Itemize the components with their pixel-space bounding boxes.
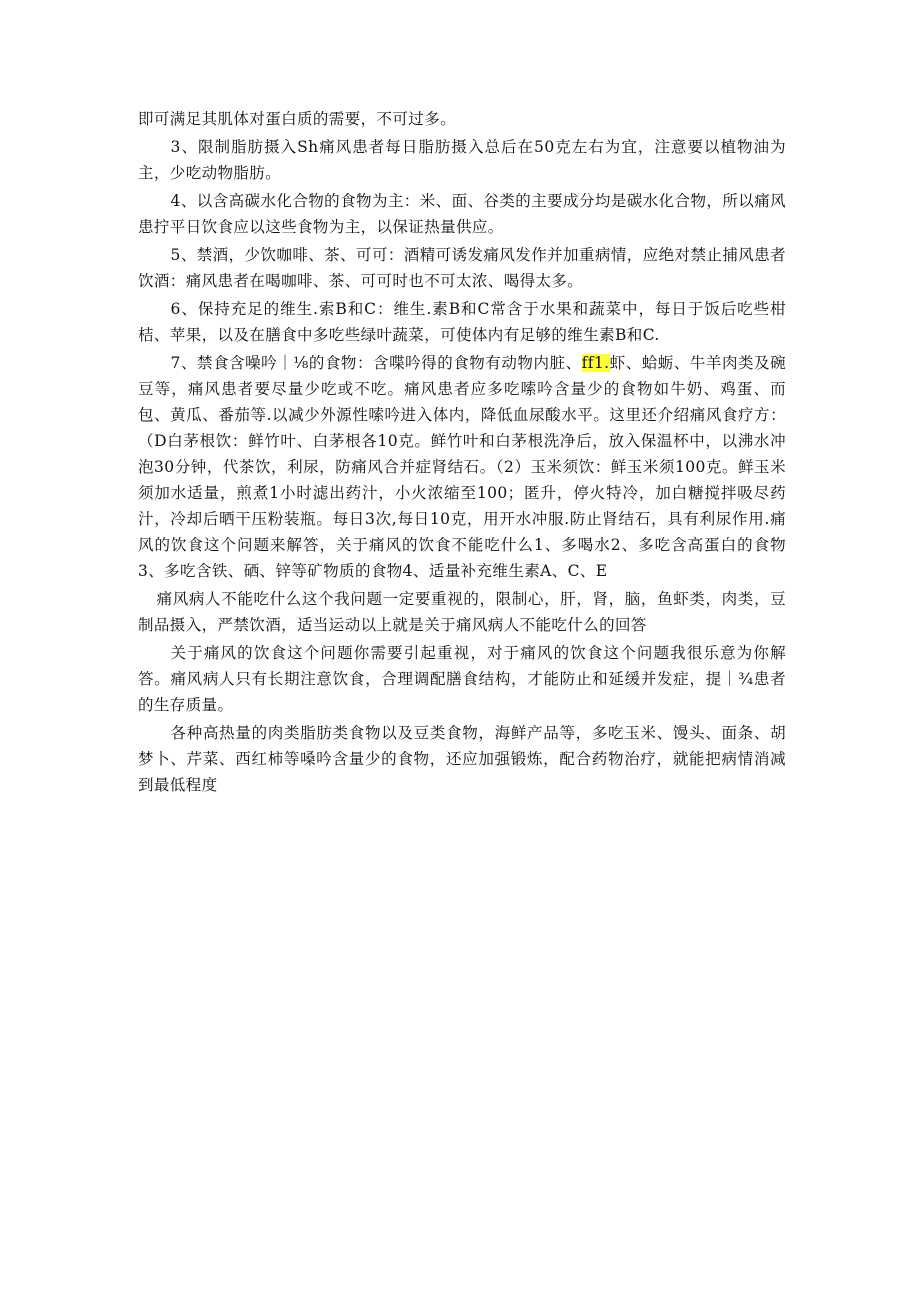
paragraph bbox=[138, 134, 786, 186]
document-body bbox=[138, 106, 786, 800]
paragraph bbox=[138, 586, 786, 638]
paragraph-text: 6、保持充足的维生.索B和C：维生.素B和C常含于水果和蔬菜中，每日于饭后吃些柑桔、苹果，以及在膳食中多吃些绿叶蔬菜，可使体内有足够的维生素B和C. bbox=[138, 300, 786, 344]
paragraph-text: 各种高热量的肉类脂肪类食物以及豆类食物，海鲜产品等，多吃玉米、馒头、面条、胡梦卜、芹菜、西红柿等嗓吟含量少的食物，还应加强锻炼，配合药物治疗，就能把病情消减到最低程度 bbox=[138, 724, 786, 794]
paragraph-text: 虾、蛤蛎、牛羊肉类及碗豆等，痛风患者要尽量少吃或不吃。痛风患者应多吃嗦吟含量少的食物如牛奶、鸡蛋、而包、黄瓜、番茄等.以减少外源性嗦吟进入体内，降低血尿酸水平。这里还介绍痛风食疗方：（D白茅根饮：鲜竹叶、白茅根各10克。鲜竹叶和白茅根洗净后，放入保温杯中，以沸水冲泡30分钟，代茶饮，利尿，防痛风合并症肾结石。（2）玉米须饮：鲜玉米须100克。鲜玉米须加水适量，煎煮1小时滤出药汁，小火浓缩至100；匿升，停火特冷，加白糖搅拌吸尽药汁，冷却后晒干压粉装瓶。每日3次,每日10克，用开水冲服.防止肾结石，具有利尿作用.痛风的饮食这个问题来解答，关于痛风的饮食不能吃什么1、多喝水2、多吃含高蛋白的食物3、多吃含铁、硒、锌等矿物质的食物4、适量补充维生素A、C、E bbox=[138, 354, 786, 580]
paragraph-text: 3、限制脂肪摄入Sh痛风患者每日脂肪摄入总后在50克左右为宜，注意要以植物油为主，少吃动物脂肪。 bbox=[138, 138, 786, 182]
paragraph bbox=[138, 296, 786, 348]
paragraph-text: 5、禁酒，少饮咖啡、茶、可可：酒精可诱发痛风发作并加重病情，应绝对禁止捕风患者饮酒：痛风患者在喝咖啡、茶、可可时也不可太浓、喝得太多。 bbox=[138, 246, 786, 290]
paragraph-text: 关于痛风的饮食这个问题你需要引起重视，对于痛风的饮食这个问题我很乐意为你解答。痛风病人只有长期注意饮食，合理调配膳食结构，才能防止和延缓并发症，提｜¾患者的生存质量。 bbox=[138, 644, 786, 714]
paragraph bbox=[138, 350, 786, 584]
paragraph bbox=[138, 106, 786, 132]
paragraph-text: 痛风病人不能吃什么这个我问题一定要重视的，限制心，肝，肾，脑，鱼虾类，肉类，豆制品摄入，严禁饮酒，适当运动以上就是关于痛风病人不能吃什么的回答 bbox=[138, 590, 786, 634]
paragraph-text: 即可满足其肌体对蛋白质的需要，不可过多。 bbox=[138, 110, 457, 128]
paragraph bbox=[138, 242, 786, 294]
paragraph bbox=[138, 640, 786, 718]
paragraph-text: 7、禁食含噪吟｜⅛的食物：含喋吟得的食物有动物内脏、 bbox=[170, 354, 582, 372]
paragraph bbox=[138, 188, 786, 240]
paragraph-text: 4、以含高碳水化合物的食物为主：米、面、谷类的主要成分均是碳水化合物，所以痛风患拧平日饮食应以这些食物为主，以保证热量供应。 bbox=[138, 192, 786, 236]
paragraph bbox=[138, 720, 786, 798]
highlighted-text: ff1. bbox=[581, 354, 610, 372]
